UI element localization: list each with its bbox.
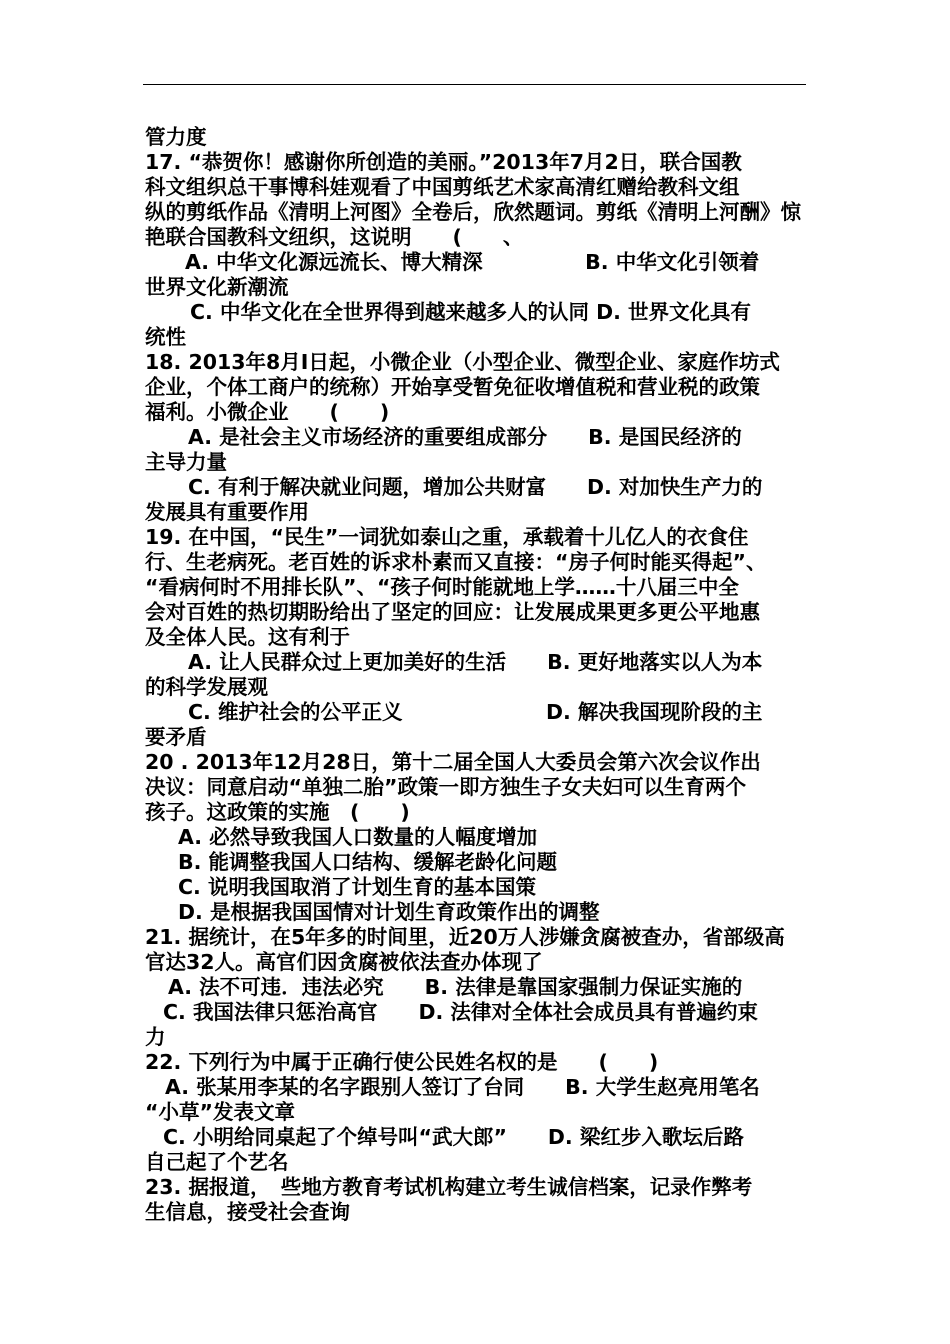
text-line: 的科学发展观 <box>145 675 268 699</box>
text-line: 发展具有重要作用 <box>145 500 309 524</box>
text-line: 会对百姓的热切期盼给出了坚定的回应：让发展成果更多更公平地惠 <box>145 600 760 624</box>
option-line: C. 小明给同桌起了个绰号叫“武大郎” D. 梁红步入歌坛后路 <box>163 1125 744 1149</box>
text-line: 世界文化新潮流 <box>145 275 289 299</box>
option-line: A. 法不可违．违法必究 B. 法律是靠国家强制力保证实施的 <box>168 975 743 999</box>
header-rule <box>143 84 806 85</box>
text-line: 企业，个体工商户的统称）开始享受暂免征收增值税和营业税的政策 <box>145 375 760 399</box>
text-line: 福利。小微企业 ( ) <box>145 400 390 424</box>
text-line: “小草”发表文章 <box>145 1100 295 1124</box>
text-line: 纵的剪纸作品《清明上河图》全卷后，欣然题词。剪纸《清明上河酬》惊 <box>145 200 801 224</box>
option-line: A. 必然导致我国人口数量的人幅度增加 <box>178 825 538 849</box>
question-23-line: 23. 据报道， 些地方教育考试机构建立考生诚信档案，记录作弊考 <box>145 1175 753 1199</box>
question-22-line: 22. 下列行为中属于正确行使公民姓名权的是 ( ) <box>145 1050 659 1074</box>
text-line: 要矛盾 <box>145 725 207 749</box>
option-line: D. 是根据我国国情对计划生育政策作出的调整 <box>178 900 600 924</box>
text-line: 科文组织总干事博科娃观看了中国剪纸艺术家高清红赠给教科文组 <box>145 175 740 199</box>
text-line: 主导力量 <box>145 450 227 474</box>
text-line: 官达32人。高官们因贪腐被依法查办体现了 <box>145 950 543 974</box>
text-line: 统性 <box>145 325 186 349</box>
option-line: C. 有利于解决就业问题，增加公共财富 D. 对加快生产力的 <box>188 475 763 499</box>
option-line: C. 我国法律只惩治高官 D. 法律对全体社会成员具有普遍约束 <box>163 1000 758 1024</box>
question-18-line: 18. 2013年8月Ⅰ日起，小微企业（小型企业、微型企业、家庭作坊式 <box>145 350 780 374</box>
option-line: A. 是社会主义市场经济的重要组成部分 B. 是国民经济的 <box>188 425 742 449</box>
question-19-line: 19. 在中国，“民生”一词犹如泰山之重，承载着十儿亿人的衣食住 <box>145 525 749 549</box>
text-line: 力 <box>145 1025 166 1049</box>
option-line: B. 能调整我国人口结构、缓解老龄化问题 <box>178 850 558 874</box>
text-line: 管力度 <box>145 125 207 149</box>
text-line: 决议：同意启动“单独二胎”政策一即方独生子女夫妇可以生育两个 <box>145 775 746 799</box>
text-line: 行、生老病死。老百姓的诉求朴素而又直接：“房子何时能买得起”、 <box>145 550 767 574</box>
question-17-line: 17. “恭贺你！感谢你所创造的美丽。”2013年7月2日，联合国教 <box>145 150 742 174</box>
option-line: C. 中华文化在全世界得到越来越多人的认同 D. 世界文化具有 <box>190 300 752 324</box>
text-line: “看病何时不用排长队”、“孩子何时能就地上学……十八届三中全 <box>145 575 739 599</box>
text-line: 及全体人民。这有利于 <box>145 625 350 649</box>
option-line: C. 说明我国取消了计划生育的基本国策 <box>178 875 536 899</box>
option-line: A. 让人民群众过上更加美好的生活 B. 更好地落实以人为本 <box>188 650 763 674</box>
text-line: 孩子。这政策的实施 ( ) <box>145 800 410 824</box>
text-line: 自己起了个艺名 <box>145 1150 289 1174</box>
text-line: 生信息，接受社会查询 <box>145 1200 350 1224</box>
option-line: A. 中华文化源远流长、博大精深 B. 中华文化引领着 <box>185 250 760 274</box>
option-line: A. 张某用李某的名字跟别人签订了台同 B. 大学生赵亮用笔名 <box>165 1075 760 1099</box>
option-line: C. 维护社会的公平正义 D. 解决我国现阶段的主 <box>188 700 763 724</box>
text-line: 艳联合国教科文纽织，这说明 ( 、 <box>145 225 524 249</box>
question-21-line: 21. 据统计，在5年多的时间里，近20万人涉嫌贪腐被查办，省部级高 <box>145 925 785 949</box>
question-20-line: 20 . 2013年12月28日，第十二届全国人大委员会第六次会议作出 <box>145 750 761 774</box>
